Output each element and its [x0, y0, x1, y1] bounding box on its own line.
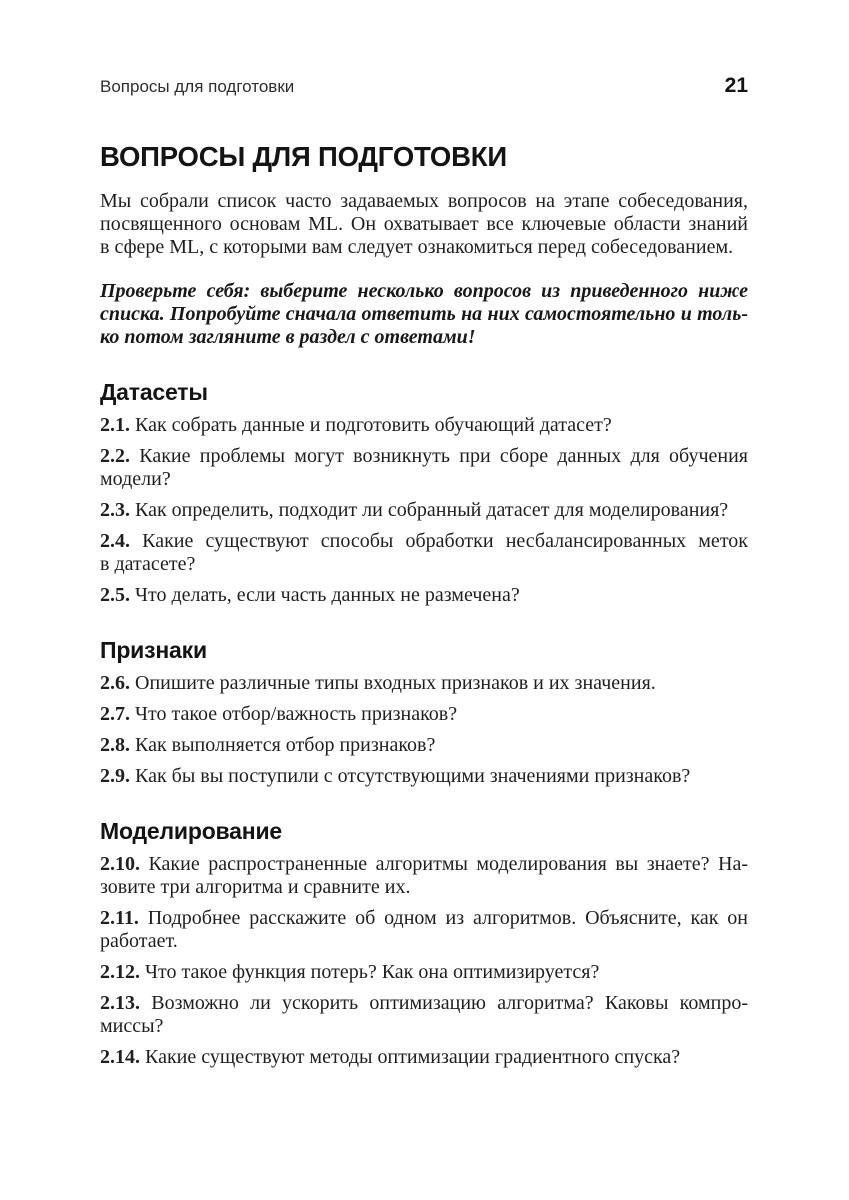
question-item [100, 530, 748, 576]
question-number: 2.11. [100, 907, 139, 929]
question-number: 2.5. [100, 584, 130, 606]
question-text: Подробнее расскажите об одном из алгоритмов. Объясните, как он [147, 907, 748, 929]
paragraph-line: списка. Попробуйте сначала ответить на них самостоятельно и толь- [100, 303, 748, 325]
question-item [100, 414, 748, 437]
callout-paragraph [100, 280, 748, 349]
section-datasets [100, 379, 748, 607]
paragraph-line: в сфере ML, с которыми вам следует ознакомиться перед собеседованием. [100, 236, 734, 258]
question-number: 2.2. [100, 445, 130, 467]
question-number: 2.12. [100, 961, 140, 983]
section-heading-features: Признаки [100, 637, 207, 663]
question-number: 2.3. [100, 499, 130, 521]
question-number: 2.13. [100, 992, 140, 1014]
intro-paragraph [100, 190, 748, 259]
question-number: 2.4. [100, 530, 130, 552]
question-text: в датасете? [100, 553, 196, 575]
question-text: Какие существуют способы обработки несбалансированных меток [142, 530, 749, 552]
question-text: Какие проблемы могут возникнуть при сборе данных для обучения [139, 445, 749, 467]
question-item [100, 672, 748, 695]
question-item [100, 1046, 748, 1069]
section-heading-modeling: Моделирование [100, 818, 282, 844]
question-item [100, 853, 748, 899]
question-text: зовите три алгоритма и сравните их. [100, 876, 411, 898]
question-item [100, 961, 748, 984]
paragraph-line: Проверьте себя: выберите несколько вопросов из приведенного ниже [100, 280, 748, 302]
question-number: 2.6. [100, 672, 130, 694]
question-item [100, 584, 748, 607]
question-text: Что такое отбор/важность признаков? [135, 703, 458, 725]
question-text: миссы? [100, 1015, 164, 1037]
question-number: 2.14. [100, 1046, 140, 1068]
question-text: Как выполняется отбор признаков? [135, 734, 436, 756]
question-text: Что такое функция потерь? Как она оптимизируется? [145, 961, 600, 983]
section-modeling [100, 818, 748, 1069]
question-text: Какие существуют методы оптимизации градиентного спуска? [145, 1046, 681, 1068]
question-item [100, 734, 748, 757]
paragraph-line: ко потом загляните в раздел с ответами! [100, 326, 476, 348]
question-item [100, 992, 748, 1038]
question-item [100, 765, 748, 788]
page-title: ВОПРОСЫ ДЛЯ ПОДГОТОВКИ [100, 141, 507, 172]
question-text: Как собрать данные и подготовить обучающий датасет? [135, 414, 612, 436]
question-text: Как определить, подходит ли собранный датасет для моделирования? [135, 499, 729, 521]
question-text: Что делать, если часть данных не размечена? [135, 584, 520, 606]
page-number: 21 [724, 74, 748, 97]
question-item [100, 499, 748, 522]
question-number: 2.10. [100, 853, 140, 875]
question-item [100, 445, 748, 491]
question-number: 2.8. [100, 734, 130, 756]
question-number: 2.9. [100, 765, 130, 787]
section-features [100, 637, 748, 788]
question-text: модели? [100, 468, 171, 490]
question-text: Возможно ли ускорить оптимизацию алгоритма? Каковы компро- [151, 992, 748, 1014]
running-header-title: Вопросы для подготовки [100, 77, 295, 96]
question-item [100, 703, 748, 726]
question-text: Как бы вы поступили с отсутствующими значениями признаков? [135, 765, 691, 787]
question-number: 2.7. [100, 703, 130, 725]
section-heading-datasets: Датасеты [100, 379, 208, 405]
paragraph-line: посвященного основам ML. Он охватывает все ключевые области знаний [100, 213, 748, 235]
page-header [100, 76, 748, 97]
question-number: 2.1. [100, 414, 130, 436]
paragraph-line: Мы собрали список часто задаваемых вопросов на этапе собеседования, [100, 190, 748, 212]
question-item [100, 907, 748, 953]
question-text: Какие распространенные алгоритмы моделирования вы знаете? На- [148, 853, 748, 875]
question-text: Опишите различные типы входных признаков и их значения. [135, 672, 656, 694]
question-text: работает. [100, 930, 178, 952]
